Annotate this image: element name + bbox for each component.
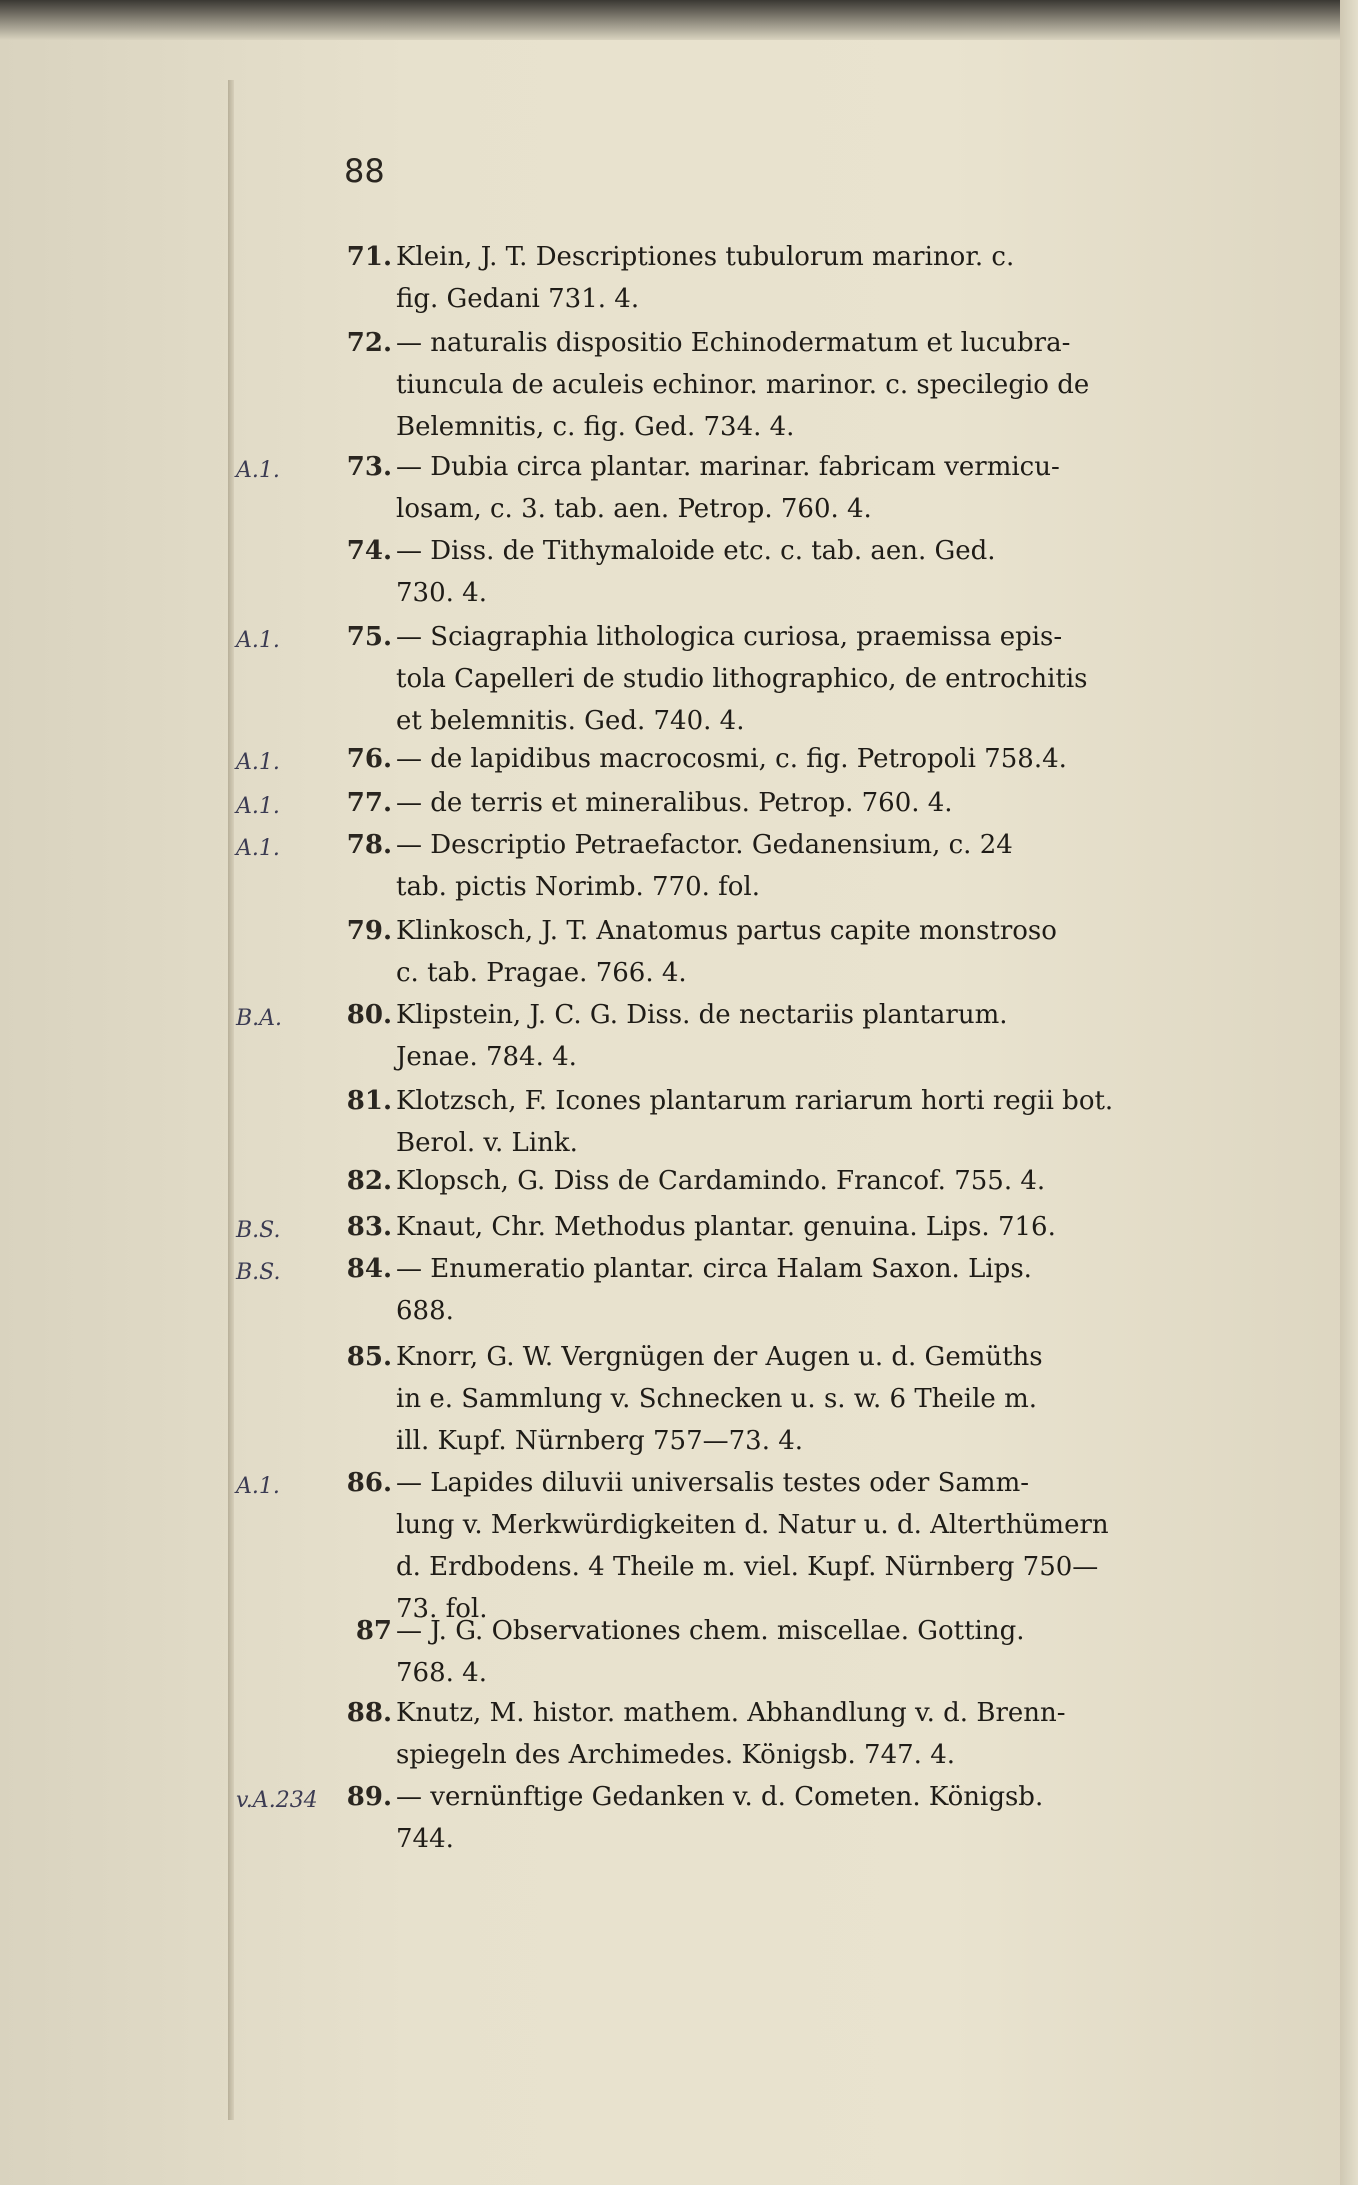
entry-line: Knorr, G. W. Vergnügen der Augen u. d. Gemüths (396, 1342, 1043, 1372)
entry-line: losam, c. 3. tab. aen. Petrop. 760. 4. (396, 494, 872, 524)
entry-number: 89. (346, 1782, 392, 1812)
handwritten-shelf-mark: A.1. (236, 794, 280, 819)
entry-text (396, 446, 1276, 530)
entry-line: Jenae. 784. 4. (396, 1042, 577, 1072)
entry-text (396, 1160, 1276, 1202)
entry-line: spiegeln des Archimedes. Königsb. 747. 4. (396, 1740, 956, 1770)
entry-text (396, 322, 1276, 448)
entry-text (396, 530, 1276, 614)
entry-line: — de terris et mineralibus. Petrop. 760. 4. (396, 788, 953, 818)
handwritten-shelf-mark: A.1. (236, 1474, 280, 1499)
handwritten-shelf-mark: A.1. (236, 458, 280, 483)
entry-number: 72. (346, 328, 392, 358)
entry-number: 75. (346, 622, 392, 652)
entry-line: lung v. Merkwürdigkeiten d. Natur u. d. Alterthümern (396, 1510, 1109, 1540)
handwritten-shelf-mark (236, 534, 326, 568)
entry-number: 77. (346, 788, 392, 818)
handwritten-shelf-mark (236, 1614, 326, 1648)
entry-text (396, 1248, 1276, 1332)
entry-line: Klotzsch, F. Icones plantarum rariarum horti regii bot. (396, 1086, 1114, 1116)
entry-line: et belemnitis. Ged. 740. 4. (396, 706, 745, 736)
entry-text (396, 1336, 1276, 1462)
entry-text (396, 236, 1276, 320)
page-number: 88 (344, 152, 385, 190)
entry-line: 768. 4. (396, 1658, 487, 1688)
handwritten-shelf-mark (236, 1084, 326, 1118)
entry-text (396, 910, 1276, 994)
handwritten-shelf-mark: B.S. (236, 1218, 281, 1243)
entry-text (396, 824, 1276, 908)
entry-line: Klinkosch, J. T. Anatomus partus capite monstroso (396, 916, 1057, 946)
entry-text (396, 994, 1276, 1078)
entry-line: 73. fol. (396, 1594, 488, 1624)
handwritten-shelf-mark (236, 1340, 326, 1374)
handwritten-shelf-mark: A.1. (236, 750, 280, 775)
entry-text (396, 1462, 1276, 1630)
entry-line: Berol. v. Link. (396, 1128, 578, 1158)
entry-text (396, 1776, 1276, 1860)
entry-number: 86. (346, 1468, 392, 1498)
entry-line: — de lapidibus macrocosmi, c. fig. Petropoli 758.4. (396, 744, 1067, 774)
page-left-edge (228, 80, 234, 2120)
entry-number: 84. (346, 1254, 392, 1284)
entry-line: Klipstein, J. C. G. Diss. de nectariis plantarum. (396, 1000, 1008, 1030)
entry-number: 76. (346, 744, 392, 774)
entry-number: 80. (346, 1000, 392, 1030)
entry-line: Belemnitis, c. fig. Ged. 734. 4. (396, 412, 795, 442)
entry-number: 71. (346, 242, 392, 272)
entry-text (396, 782, 1276, 824)
entry-line: — J. G. Observationes chem. miscellae. Gotting. (396, 1616, 1025, 1646)
entry-number: 79. (346, 916, 392, 946)
entry-line: tola Capelleri de studio lithographico, de entrochitis (396, 664, 1088, 694)
scan-top-edge (0, 0, 1358, 40)
handwritten-shelf-mark: B.S. (236, 1260, 281, 1285)
entry-line: 744. (396, 1824, 454, 1854)
entry-line: c. tab. Pragae. 766. 4. (396, 958, 687, 988)
entry-line: — Descriptio Petraefactor. Gedanensium, c. 24 (396, 830, 1013, 860)
entry-line: — Lapides diluvii universalis testes oder Samm- (396, 1468, 1030, 1498)
entry-line: 688. (396, 1296, 454, 1326)
entry-number: 73. (346, 452, 392, 482)
entry-line: — naturalis dispositio Echinodermatum et lucubra- (396, 328, 1071, 358)
entry-line: tab. pictis Norimb. 770. fol. (396, 872, 760, 902)
entry-number: 78. (346, 830, 392, 860)
entry-text (396, 1610, 1276, 1694)
handwritten-shelf-mark (236, 1164, 326, 1198)
handwritten-shelf-mark: B.A. (236, 1006, 283, 1031)
entry-number: 85. (346, 1342, 392, 1372)
entry-line: — Dubia circa plantar. marinar. fabricam vermicu- (396, 452, 1060, 482)
page-right-strip (1340, 0, 1358, 2185)
entry-line: Klopsch, G. Diss de Cardamindo. Francof. 755. 4. (396, 1166, 1046, 1196)
entry-number: 83. (346, 1212, 392, 1242)
entry-line: tiuncula de aculeis echinor. marinor. c. specilegio de (396, 370, 1090, 400)
entry-line: in e. Sammlung v. Schnecken u. s. w. 6 Theile m. (396, 1384, 1037, 1414)
entry-number: 87 (355, 1616, 392, 1646)
entry-line: Knutz, M. histor. mathem. Abhandlung v. d. Brenn- (396, 1698, 1066, 1728)
entry-text (396, 1080, 1276, 1164)
entry-line: — Sciagraphia lithologica curiosa, praemissa epis- (396, 622, 1063, 652)
entry-line: fig. Gedani 731. 4. (396, 284, 640, 314)
entry-text (396, 1692, 1276, 1776)
handwritten-shelf-mark: A.1. (236, 628, 280, 653)
entry-line: Knaut, Chr. Methodus plantar. genuina. Lips. 716. (396, 1212, 1056, 1242)
entry-line: Klein, J. T. Descriptiones tubulorum marinor. c. (396, 242, 1015, 272)
handwritten-shelf-mark (236, 326, 326, 360)
catalog-page (236, 60, 1336, 2140)
entry-number: 88. (346, 1698, 392, 1728)
entry-line: — Diss. de Tithymaloide etc. c. tab. aen. Ged. (396, 536, 996, 566)
handwritten-shelf-mark: A.1. (236, 836, 280, 861)
entry-text (396, 616, 1276, 742)
handwritten-shelf-mark (236, 1696, 326, 1730)
entry-line: — vernünftige Gedanken v. d. Cometen. Königsb. (396, 1782, 1044, 1812)
entry-number: 74. (346, 536, 392, 566)
entry-number: 81. (346, 1086, 392, 1116)
handwritten-shelf-mark: v.A.234 (236, 1788, 318, 1813)
entry-line: ill. Kupf. Nürnberg 757—73. 4. (396, 1426, 804, 1456)
entry-text (396, 1206, 1276, 1248)
entry-line: d. Erdbodens. 4 Theile m. viel. Kupf. Nürnberg 750— (396, 1552, 1099, 1582)
entry-number: 82. (346, 1166, 392, 1196)
entry-text (396, 738, 1276, 780)
handwritten-shelf-mark (236, 240, 326, 274)
handwritten-shelf-mark (236, 914, 326, 948)
entry-line: — Enumeratio plantar. circa Halam Saxon. Lips. (396, 1254, 1032, 1284)
entry-line: 730. 4. (396, 578, 487, 608)
